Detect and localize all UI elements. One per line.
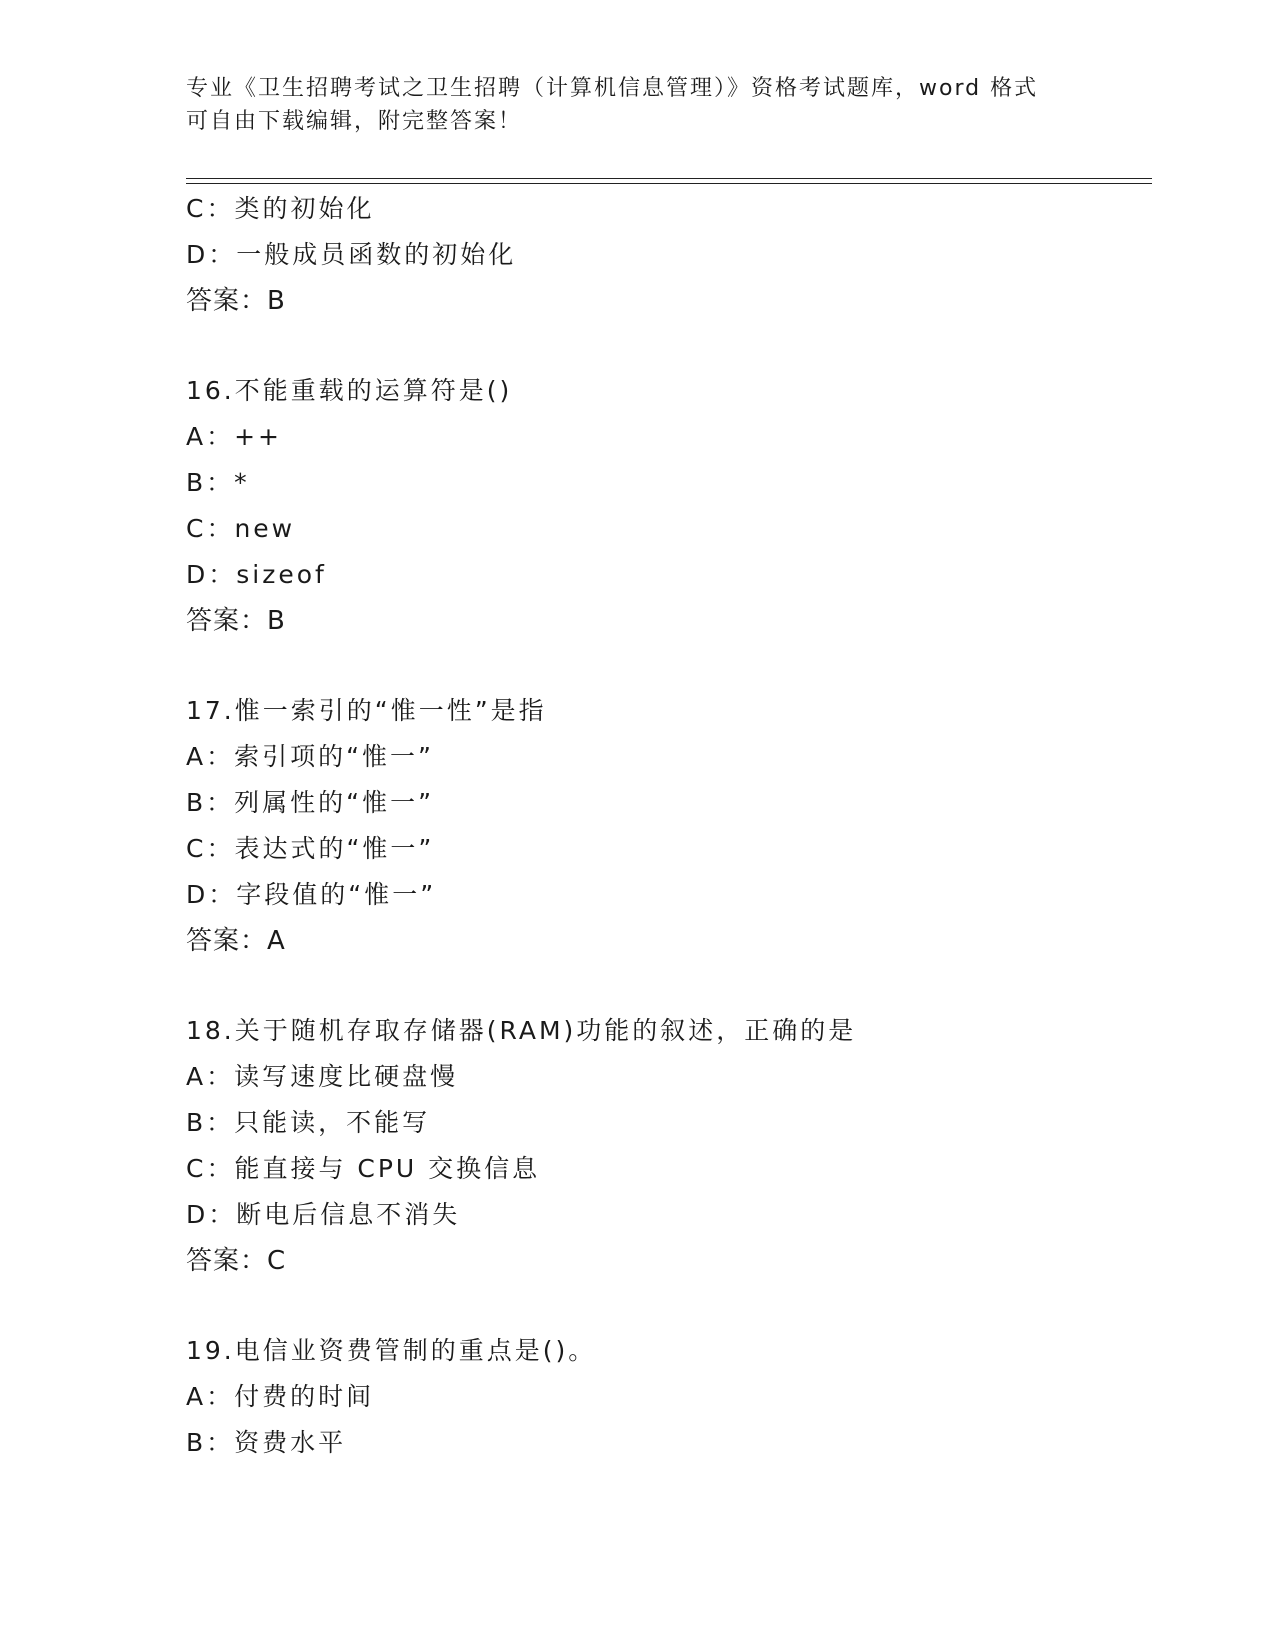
question-block-17: [186, 688, 1146, 964]
question-title: 18.关于随机存取存储器(RAM)功能的叙述，正确的是: [186, 1016, 857, 1045]
option-a: A：付费的时间: [186, 1382, 375, 1411]
option-b: B：列属性的“惟一”: [186, 788, 435, 817]
option-d: D：字段值的“惟一”: [186, 880, 437, 909]
spacer: [186, 644, 1146, 688]
option-b: B：只能读，不能写: [186, 1108, 431, 1137]
answer-line: 答案：B: [186, 286, 286, 316]
option-d: D：一般成员函数的初始化: [186, 240, 517, 269]
question-title: 17.惟一索引的“惟一性”是指: [186, 696, 547, 725]
question-block-18: [186, 1008, 1146, 1284]
spacer: [186, 964, 1146, 1008]
option-a: A：++: [186, 422, 282, 451]
question-block-15: [186, 186, 1146, 324]
option-a: A：索引项的“惟一”: [186, 742, 435, 771]
question-block-19: [186, 1328, 1146, 1466]
option-b: B：*: [186, 468, 250, 497]
option-c: C：类的初始化: [186, 194, 375, 223]
answer-line: 答案：B: [186, 606, 286, 636]
document-header: [186, 72, 1086, 138]
option-d: D：断电后信息不消失: [186, 1200, 461, 1229]
answer-line: 答案：A: [186, 926, 286, 956]
header-divider-bottom: [186, 183, 1152, 184]
answer-line: 答案：C: [186, 1246, 287, 1276]
option-d: D：sizeof: [186, 560, 327, 589]
option-c: C：new: [186, 514, 296, 543]
option-b: B：资费水平: [186, 1428, 347, 1457]
header-divider-top: [186, 178, 1152, 179]
question-block-16: [186, 368, 1146, 644]
spacer: [186, 1284, 1146, 1328]
option-c: C：能直接与 CPU 交换信息: [186, 1154, 541, 1183]
spacer: [186, 324, 1146, 368]
header-line-2: 可自由下载编辑，附完整答案！: [186, 109, 523, 134]
question-list: [186, 186, 1146, 1466]
question-title: 19.电信业资费管制的重点是()。: [186, 1336, 597, 1365]
option-a: A：读写速度比硬盘慢: [186, 1062, 459, 1091]
question-title: 16.不能重载的运算符是(): [186, 376, 513, 405]
option-c: C：表达式的“惟一”: [186, 834, 435, 863]
header-line-1: 专业《卫生招聘考试之卫生招聘（计算机信息管理）》资格考试题库，word 格式: [186, 76, 1039, 101]
